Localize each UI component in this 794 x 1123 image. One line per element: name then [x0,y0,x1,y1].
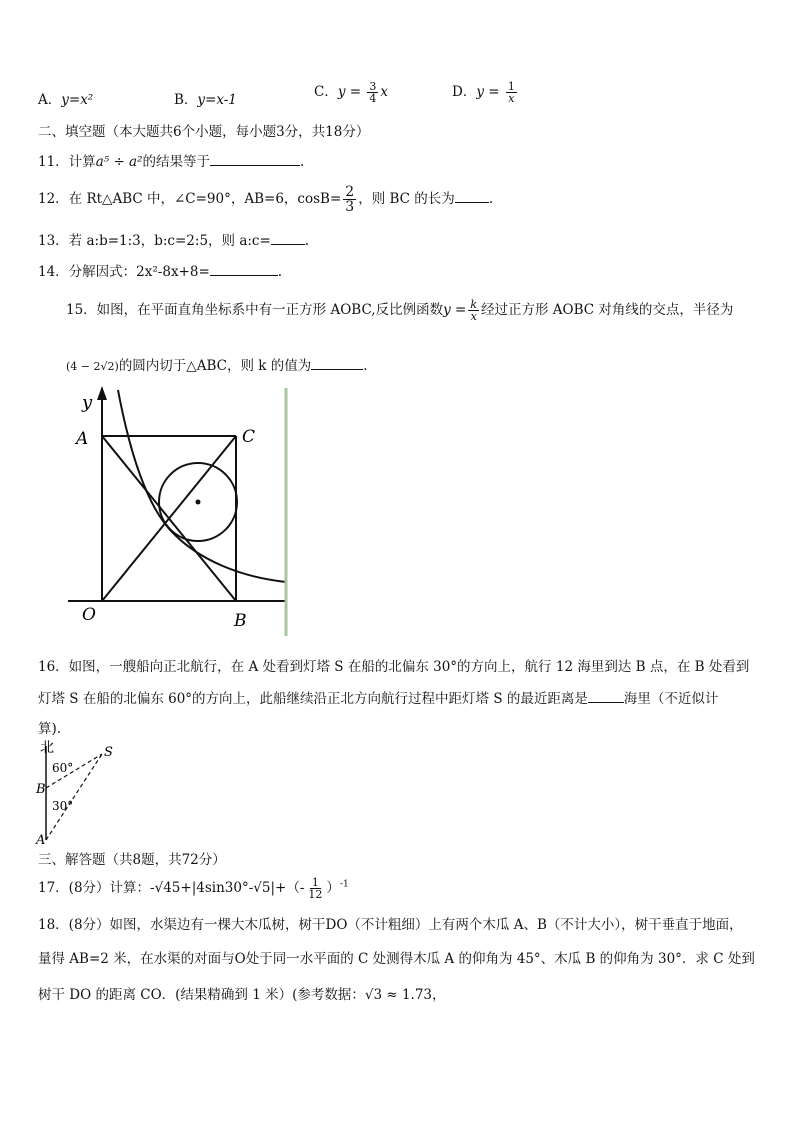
label-b: B [234,611,247,631]
q17-sqrt5: √5 [253,880,271,896]
q12-prefix: 12．在 Rt△ABC 中，∠C=90°，AB=6，cosB= [38,191,342,207]
y-axis-arrow [97,386,107,400]
q12 [38,185,493,214]
q11 [38,150,304,170]
choice-c-prefix: y = [337,84,362,100]
q16-figure [32,738,122,848]
q15-func-num: k [470,298,478,311]
q11-expr: a⁵ ÷ a² [95,154,143,170]
label-angle-30: 30° [52,799,74,813]
q11-end: . [300,154,305,170]
q12-num: 2 [345,184,355,200]
q18-line2: 量得 AB=2 米，在水渠的对面与O处于同一水平面的 C 处测得木瓜 A 的仰角为 45°、木瓜 B 的仰角为 30°．求 C 处到 [38,951,755,967]
q18-line3 [38,983,446,1003]
q16-answer-blank [588,690,624,703]
q13-text: 13．若 a:b=1:3，b:c=2:5，则 a:c= [38,233,271,249]
q14-text: 14．分解因式：2x²-8x+8= [38,264,210,280]
q17-fraction [306,877,324,900]
q13-end: . [304,233,310,249]
choice-c-var: x [380,84,388,100]
section2-title: 二、填空题（本大题共6个小题，每小题3分，共18分） [38,124,370,140]
choice-b-expr: y=x-1 [197,92,237,108]
q11-prefix: 11．计算 [38,154,96,170]
q15-func-fraction [468,299,479,322]
choice-a-expr: y=x² [61,92,94,108]
q12-answer-blank [455,190,489,203]
q17-after: |+（- [270,880,305,896]
circle-center [196,500,201,505]
q15-line1 [66,298,733,322]
choice-d-fraction [506,81,517,104]
choice-a-label: A． [38,92,62,108]
q13 [38,229,309,249]
q17-mid: +|4sin30°- [180,880,254,896]
q18-line3-suffix: ， [432,987,446,1003]
q15-func-prefix: y = [443,302,467,318]
label-a-point: A [36,833,46,848]
section3-title: 三、解答题（共8题，共72分） [38,852,226,868]
label-angle-60: 60° [52,761,74,775]
q13-answer-blank [271,232,305,245]
choice-a [38,88,93,108]
label-north: 北 [40,740,54,756]
q15-end: . [363,358,368,374]
q15-radius: (4 − 2√2) [66,360,119,373]
q17-prefix: 17．(8分）计算：- [38,880,155,896]
q12-den: 3 [345,199,355,215]
q18-line1: 18．(8分）如图，水渠边有一棵大木瓜树，树干DO（不计粗细）上有两个木瓜 A、B（不计大小），树干垂直于地面， [38,917,743,933]
q15-line2-suffix: 的圆内切于△ABC，则 k 的值为 [118,358,312,374]
label-c: C [242,427,256,447]
q15-figure [60,384,300,640]
q17 [38,876,349,900]
q14-answer-blank [210,263,278,276]
q14-end: . [277,264,283,280]
label-s: S [104,745,113,760]
q12-suffix: ，则 BC 的长为 [358,191,455,207]
label-o: O [82,605,96,625]
q17-sqrt45: √45 [154,880,181,896]
q17-close: ） [326,880,340,896]
q11-answer-blank [210,153,300,166]
q11-suffix: 的结果等于 [142,154,211,170]
choice-b [174,88,237,108]
q14 [38,260,282,280]
choice-c-label: C． [314,84,338,100]
q16-line2 [38,687,718,707]
choice-b-label: B． [174,92,198,108]
q15-line1-suffix: 经过正方形 AOBC 对角线的交点，半径为 [481,302,734,318]
q18-line3-prefix: 树干 DO 的距离 CO．(结果精确到 1 米）(参考数据： [38,987,365,1003]
choice-c-den: 4 [369,92,377,105]
q12-fraction [343,185,356,214]
choice-d-num: 1 [507,80,515,93]
q12-end: . [488,191,494,207]
q15-line2 [66,354,368,374]
label-y: y [82,392,93,413]
q17-exponent: -1 [339,879,349,890]
choice-d-label: D． [452,84,477,100]
choice-d [452,80,519,104]
choice-d-den: x [508,92,515,105]
label-a: A [76,429,89,449]
q16-line1: 16．如图，一艘船向正北航行，在 A 处看到灯塔 S 在船的北偏东 30°的方向上，航行 12 海里到达 B 点，在 B 处看到 [38,659,750,675]
q15-line1-prefix: 15．如图，在平面直角坐标系中有一正方形 AOBC,反比例函数 [66,302,444,318]
q18-approx: √3 ≈ 1.73 [364,987,433,1003]
q17-den: 12 [308,888,323,901]
q15-func-den: x [470,310,477,323]
q16-line2-prefix: 灯塔 S 在船的北偏东 60°的方向上，此船继续沿正北方向航行过程中距灯塔 S 的最近距离是 [38,691,588,707]
choice-c-num: 3 [369,80,377,93]
choice-c-fraction [367,81,378,104]
q17-num: 1 [311,876,319,889]
choice-c [314,80,388,104]
label-b-point: B [36,782,46,797]
q16-line3: 算). [38,721,62,737]
choice-d-prefix: y = [476,84,500,100]
q16-line2-suffix: 海里（不近似计 [623,691,719,707]
q15-answer-blank [311,357,363,370]
